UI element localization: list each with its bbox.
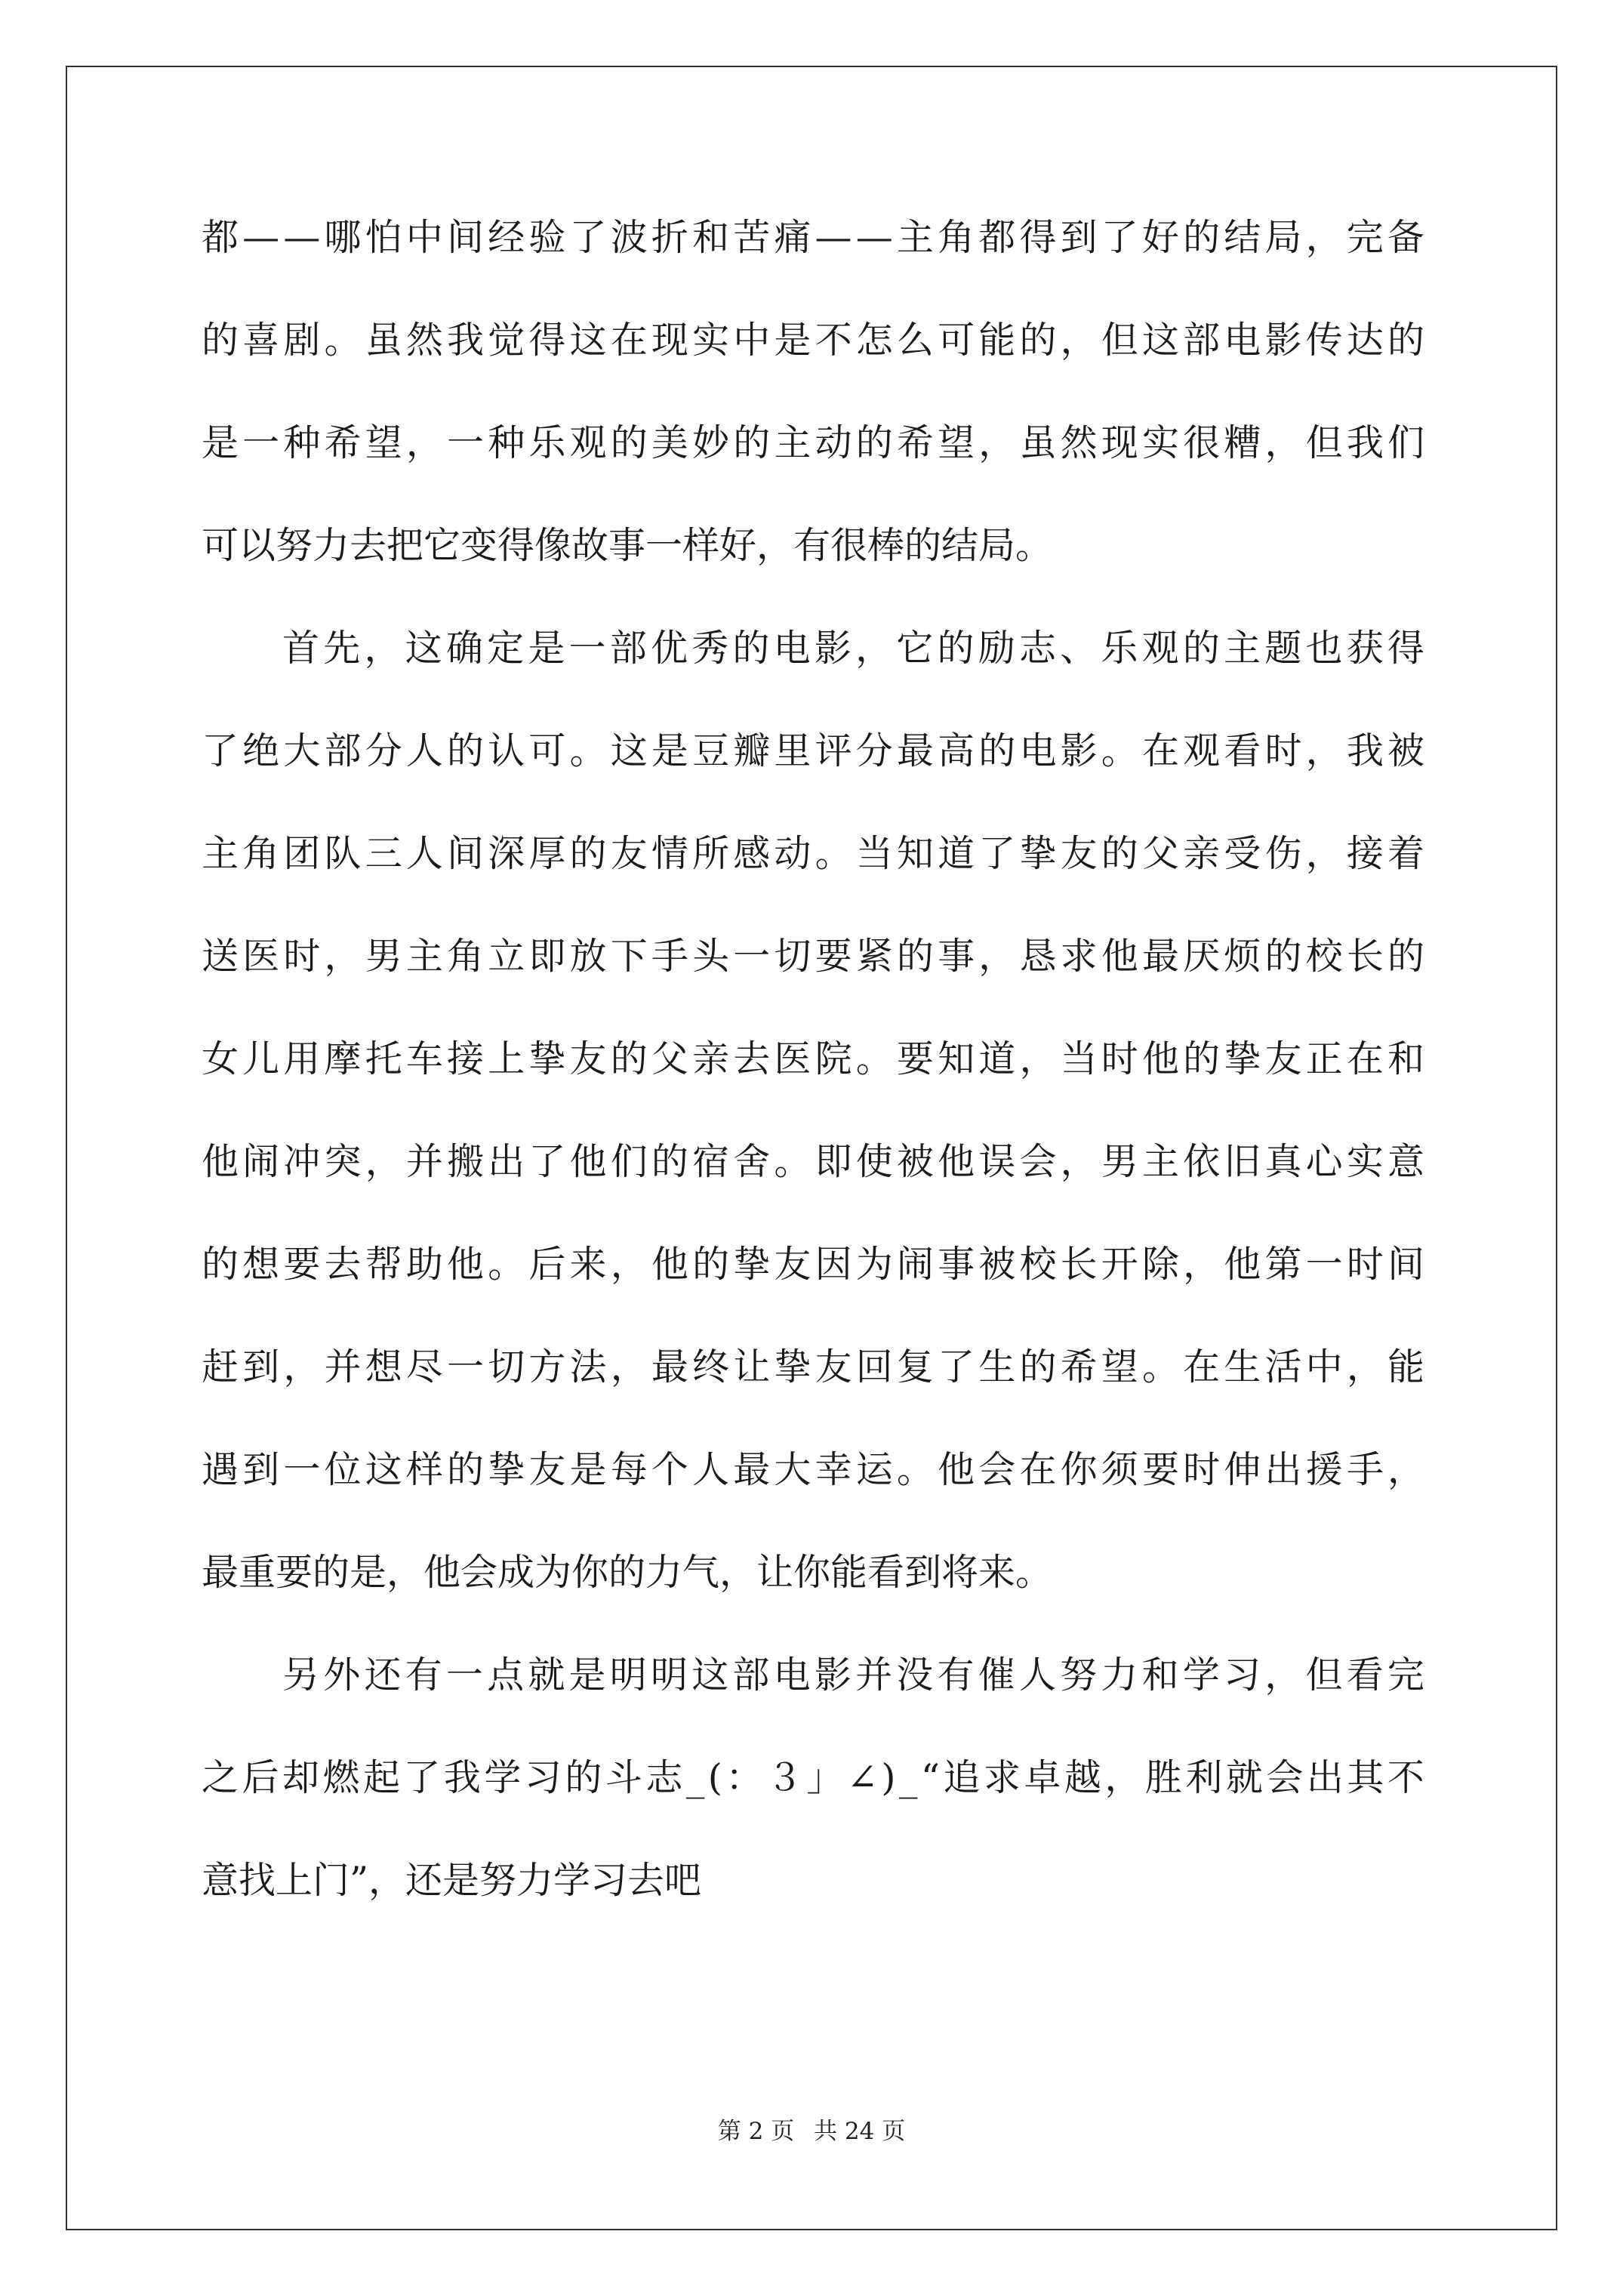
text-line: 是 一 种 希 望 ， 一 种 乐 观 的 美 妙 的 主 动 的 希 望 ， 虽 然 现 实 很 糟 ， 但 我 们 xyxy=(202,421,1424,464)
text-line: 女 儿 用 摩 托 车 接 上 挚 友 的 父 亲 去 医 院 。 要 知 道 ， 当 时 他 的 挚 友 正 在 和 xyxy=(202,1037,1424,1080)
text-line: 他 闹 冲 突 ， 并 搬 出 了 他 们 的 宿 舍 。 即 使 被 他 误 会 ， 男 主 依 旧 真 心 实 意 xyxy=(202,1140,1424,1183)
document-body xyxy=(202,216,1424,1965)
text-line: 的 想 要 去 帮 助 他 。 后 来 ， 他 的 挚 友 因 为 闹 事 被 校 长 开 除 ， 他 第 一 时 间 xyxy=(202,1243,1424,1286)
text-line: 意找上门”，还是努力学习去吧 xyxy=(202,1859,702,1902)
text-line: 可以努力去把它变得像故事一样好，有很棒的结局。 xyxy=(202,524,1053,567)
text-line: 另 外 还 有 一 点 就 是 明 明 这 部 电 影 并 没 有 催 人 努 力 和 学 习 ， 但 看 完 xyxy=(282,1653,1424,1697)
text-line: 最重要的是，他会成为你的力气，让你能看到将来。 xyxy=(202,1551,1053,1594)
text-line: 主 角 团 队 三 人 间 深 厚 的 友 情 所 感 动 。 当 知 道 了 挚 友 的 父 亲 受 伤 ， 接 着 xyxy=(202,832,1424,875)
page-footer xyxy=(0,2120,1623,2143)
text-line: 首 先 ， 这 确 定 是 一 部 优 秀 的 电 影 ， 它 的 励 志 、 乐 观 的 主 题 也 获 得 xyxy=(282,627,1424,670)
text-line: 都 — — 哪 怕 中 间 经 验 了 波 折 和 苦 痛 — — 主 角 都 得 到 了 好 的 结 局 ， 完 备 xyxy=(202,216,1424,259)
text-line: 了 绝 大 部 分 人 的 认 可 。 这 是 豆 瓣 里 评 分 最 高 的 电 影 。 在 观 看 时 ， 我 被 xyxy=(202,729,1424,772)
text-line: 送 医 时 ， 男 主 角 立 即 放 下 手 头 一 切 要 紧 的 事 ， 恳 求 他 最 厌 烦 的 校 长 的 xyxy=(202,935,1424,978)
text-line: 的 喜 剧 。 虽 然 我 觉 得 这 在 现 实 中 是 不 怎 么 可 能 的 ， 但 这 部 电 影 传 达 的 xyxy=(202,319,1424,362)
text-line: 之 后 却 燃 起 了 我 学 习 的 斗 志 _ ( ： ３ 」 ∠ ) _ “ 追 求 卓 越 ， 胜 利 就 会 出 其 不 xyxy=(202,1756,1424,1799)
page-total: 共 24 页 xyxy=(814,2118,906,2145)
text-line: 遇 到 一 位 这 样 的 挚 友 是 每 个 人 最 大 幸 运 。 他 会 在 你 须 要 时 伸 出 援 手 ， xyxy=(202,1448,1424,1491)
page-number: 第 2 页 xyxy=(717,2118,795,2145)
text-line: 赶 到 ， 并 想 尽 一 切 方 法 ， 最 终 让 挚 友 回 复 了 生 的 希 望 。 在 生 活 中 ， 能 xyxy=(202,1345,1424,1388)
